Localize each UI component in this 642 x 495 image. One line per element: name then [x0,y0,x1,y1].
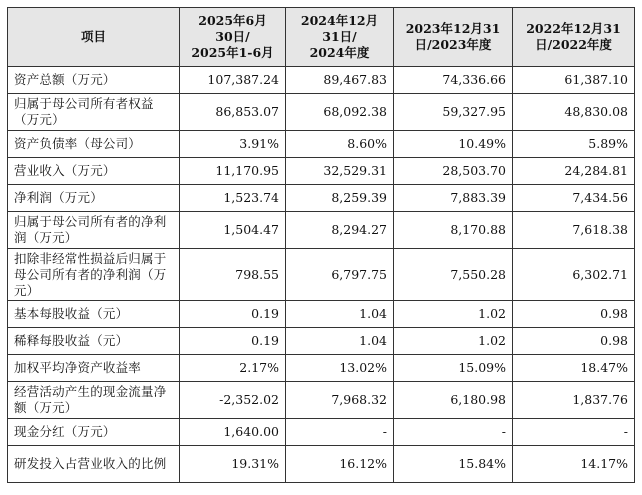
row-value: 61,387.10 [513,67,635,94]
table-row-debt-ratio [8,131,635,158]
header-2022-text: 2022年12月31 日/2022年度 [526,21,621,52]
row-label: 现金分红（万元） [8,419,180,446]
row-value: 48,830.08 [513,94,635,131]
table-row-parent-net-profit [8,212,635,249]
table-row-cash-dividend [8,419,635,446]
table-row-operating-cash-flow [8,382,635,419]
table-row-basic-eps [8,301,635,328]
row-value: 3.91% [180,131,286,158]
header-item [8,8,180,67]
header-2023-text: 2023年12月31 日/2023年度 [405,21,501,52]
row-value: 6,302.71 [513,249,635,301]
table-row-net-profit [8,185,635,212]
row-value: - [286,419,394,446]
row-value: 89,467.83 [286,67,394,94]
row-value: 1.02 [394,328,513,355]
header-item-text: 项目 [80,29,106,44]
row-value: 7,618.38 [513,212,635,249]
row-value: -2,352.02 [180,382,286,419]
row-value: 1,837.76 [513,382,635,419]
row-label: 资产负债率（母公司） [8,131,180,158]
row-value: 32,529.31 [286,158,394,185]
row-value: 8.60% [286,131,394,158]
row-value: 59,327.95 [394,94,513,131]
row-value: 8,259.39 [286,185,394,212]
row-value: 7,434.56 [513,185,635,212]
header-2023 [394,8,513,67]
row-value: 68,092.38 [286,94,394,131]
financial-table-container [7,7,635,483]
row-value: 16.12% [286,446,394,483]
row-label: 基本每股收益（元） [8,301,180,328]
row-value: 0.98 [513,301,635,328]
row-value: 24,284.81 [513,158,635,185]
row-value: 7,550.28 [394,249,513,301]
row-value: 13.02% [286,355,394,382]
row-label: 净利润（万元） [8,185,180,212]
table-row-diluted-eps [8,328,635,355]
row-value: 8,294.27 [286,212,394,249]
row-value: 798.55 [180,249,286,301]
row-value: 8,170.88 [394,212,513,249]
row-value: 10.49% [394,131,513,158]
row-value: 74,336.66 [394,67,513,94]
table-row-total-assets [8,67,635,94]
row-value: 0.19 [180,328,286,355]
row-label: 加权平均净资产收益率 [8,355,180,382]
table-header-row [8,8,635,67]
row-label: 资产总额（万元） [8,67,180,94]
header-2022 [513,8,635,67]
row-value: 1,523.74 [180,185,286,212]
table-row-rd-ratio [8,446,635,483]
row-value: 15.84% [394,446,513,483]
table-row-deducted-net-profit [8,249,635,301]
header-2025h1 [180,8,286,67]
row-value: 15.09% [394,355,513,382]
row-label: 扣除非经常性损益后归属于母公司所有者的净利润（万元） [8,249,180,301]
row-value: 1.02 [394,301,513,328]
row-label: 营业收入（万元） [8,158,180,185]
row-value: 0.19 [180,301,286,328]
row-value: - [513,419,635,446]
header-2024-text: 2024年12月 31日/ 2024年度 [300,13,379,60]
row-value: 1.04 [286,301,394,328]
table-row-parent-equity [8,94,635,131]
row-value: 18.47% [513,355,635,382]
row-value: 11,170.95 [180,158,286,185]
row-value: 0.98 [513,328,635,355]
row-label: 归属于母公司所有者的净利润（万元） [8,212,180,249]
row-value: 14.17% [513,446,635,483]
row-value: 7,883.39 [394,185,513,212]
row-value: 28,503.70 [394,158,513,185]
row-value: 6,180.98 [394,382,513,419]
row-label: 研发投入占营业收入的比例 [8,446,180,483]
financial-data-table [7,7,635,483]
row-value: 1,640.00 [180,419,286,446]
row-label: 经营活动产生的现金流量净额（万元） [8,382,180,419]
header-2025h1-text: 2025年6月 30日/ 2025年1-6月 [191,13,274,60]
row-value: 2.17% [180,355,286,382]
table-row-weighted-roe [8,355,635,382]
row-value: 19.31% [180,446,286,483]
row-value: 5.89% [513,131,635,158]
row-value: 107,387.24 [180,67,286,94]
row-value: 6,797.75 [286,249,394,301]
row-value: - [394,419,513,446]
row-value: 7,968.32 [286,382,394,419]
row-value: 86,853.07 [180,94,286,131]
row-value: 1,504.47 [180,212,286,249]
table-row-revenue [8,158,635,185]
row-label: 稀释每股收益（元） [8,328,180,355]
row-value: 1.04 [286,328,394,355]
header-2024 [286,8,394,67]
row-label: 归属于母公司所有者权益（万元） [8,94,180,131]
